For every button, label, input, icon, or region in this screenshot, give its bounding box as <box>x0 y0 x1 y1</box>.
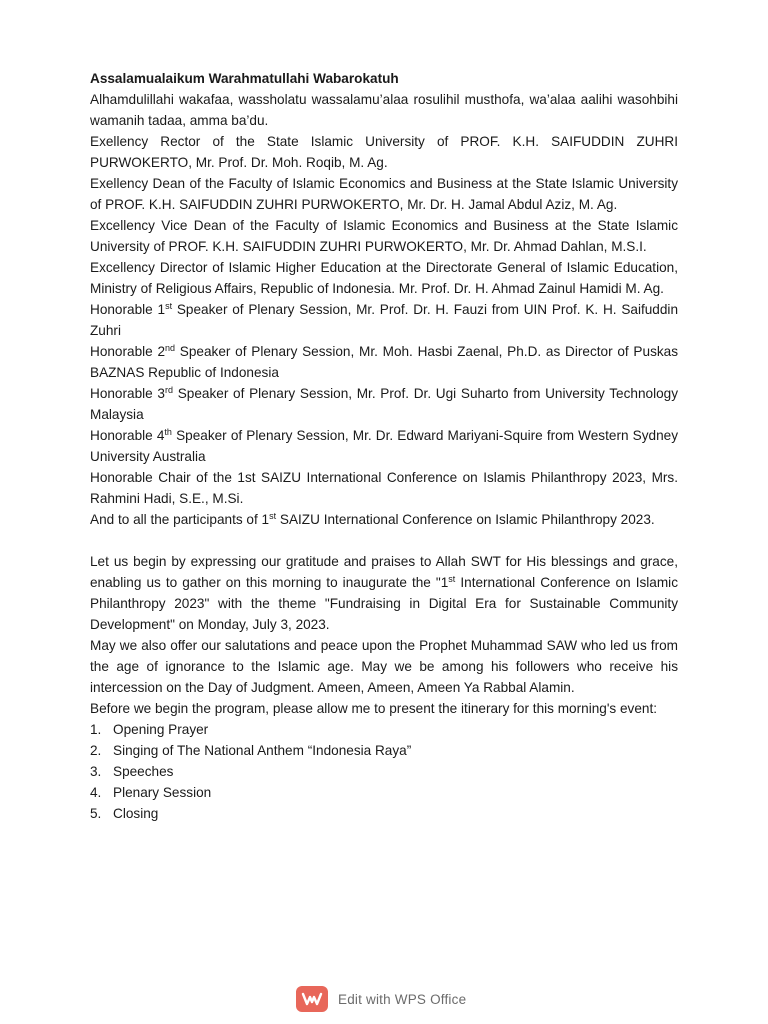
wps-label: Edit with WPS Office <box>338 991 467 1007</box>
document-body <box>90 68 678 824</box>
address-director: Excellency Director of Islamic Higher Education at the Directorate General of Islamic Education, Ministry of Religious Affairs, Republic of Indonesia. Mr. Prof. Dr. H. Ahmad Zainul Hamidi M. Ag. <box>90 260 678 296</box>
address-speaker-1: Honorable 1st Speaker of Plenary Session, Mr. Prof. Dr. H. Fauzi from UIN Prof. K. H. Saifuddin Zuhri <box>90 301 678 338</box>
address-rector: Exellency Rector of the State Islamic University of PROF. K.H. SAIFUDDIN ZUHRI PURWOKERTO, Mr. Prof. Dr. Moh. Roqib, M. Ag. <box>90 134 678 170</box>
list-item: 5. Closing <box>90 806 159 821</box>
address-speaker-2: Honorable 2nd Speaker of Plenary Session, Mr. Moh. Hasbi Zaenal, Ph.D. as Director of Puskas BAZNAS Republic of Indonesia <box>90 343 679 380</box>
address-speaker-4: Honorable 4th Speaker of Plenary Session, Mr. Dr. Edward Mariyani-Squire from Western Sydney University Australia <box>90 427 678 464</box>
edit-with-wps-button[interactable] <box>296 986 466 1012</box>
list-item: 1. Opening Prayer <box>90 722 209 737</box>
gratitude-paragraph: Let us begin by expressing our gratitude and praises to Allah SWT for His blessings and grace, enabling us to gather on this morning to inaugurate the "1st International Conference on Islamic Philanthropy 2023" with the theme "Fundraising in Digital Era for Sustainable Community Development" on Monday, July 3, 2023. <box>90 554 678 632</box>
address-chair: Honorable Chair of the 1st SAIZU International Conference on Islamis Philanthropy 2023, Mrs. Rahmini Hadi, S.E., M.Si. <box>90 470 678 506</box>
address-speaker-3: Honorable 3rd Speaker of Plenary Session, Mr. Prof. Dr. Ugi Suharto from University Technology Malaysia <box>90 385 679 422</box>
list-item: 2. Singing of The National Anthem “Indonesia Raya” <box>90 743 412 758</box>
itinerary-list <box>90 719 678 824</box>
itinerary-intro: Before we begin the program, please allow me to present the itinerary for this morning's event: <box>90 701 658 716</box>
list-item: 3. Speeches <box>90 764 174 779</box>
list-item: 4. Plenary Session <box>90 785 212 800</box>
greeting: Assalamualaikum Warahmatullahi Wabarokatuh <box>90 71 399 86</box>
address-participants: And to all the participants of 1st SAIZU International Conference on Islamic Philanthropy 2023. <box>90 511 655 527</box>
wps-logo-icon <box>296 986 328 1012</box>
salutations-paragraph: May we also offer our salutations and peace upon the Prophet Muhammad SAW who led us from the age of ignorance to the Islamic age. May we be among his followers who receive his intercession on the Day of Judgment. Ameen, Ameen, Ameen Ya Rabbal Alamin. <box>90 638 678 695</box>
paragraph-gap <box>90 530 678 551</box>
intro-paragraph: Alhamdulillahi wakafaa, wassholatu wassalamu’alaa rosulihil musthofa, wa’alaa aalihi wasohbihi wamanih tadaa, amma ba’du. <box>90 92 678 128</box>
address-dean: Exellency Dean of the Faculty of Islamic Economics and Business at the State Islamic University of PROF. K.H. SAIFUDDIN ZUHRI PURWOKERTO, Mr. Dr. H. Jamal Abdul Aziz, M. Ag. <box>90 176 678 212</box>
address-vice-dean: Excellency Vice Dean of the Faculty of Islamic Economics and Business at the State Islamic University of PROF. K.H. SAIFUDDIN ZUHRI PURWOKERTO, Mr. Dr. Ahmad Dahlan, M.S.I. <box>90 218 678 254</box>
